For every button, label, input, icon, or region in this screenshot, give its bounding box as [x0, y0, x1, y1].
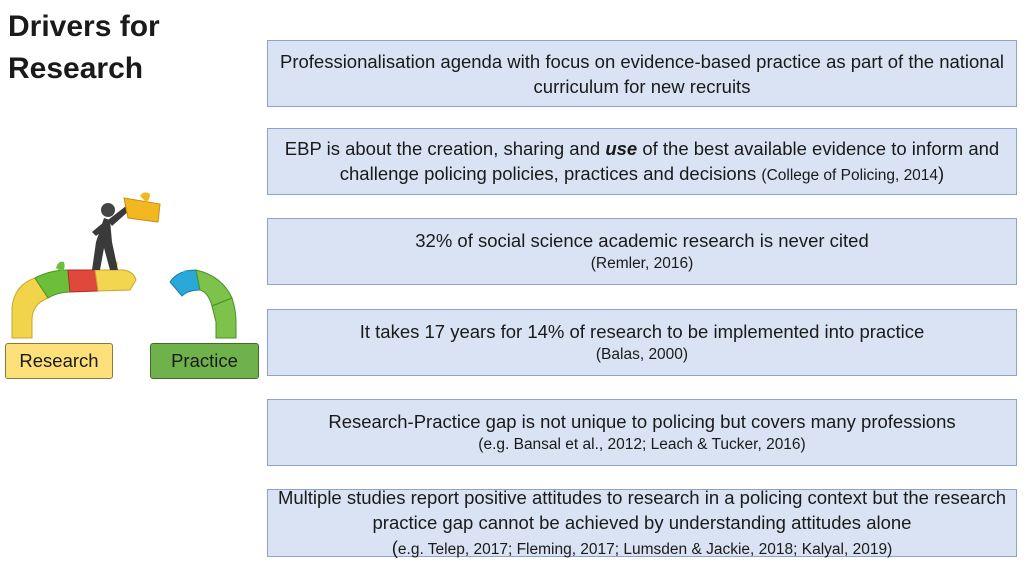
driver-cite-3: (Remler, 2016) — [590, 255, 694, 272]
driver-text-2-post: of the best available evidence to inform and challenge policing policies, practices and decisions — [339, 137, 1000, 184]
research-label: Research — [5, 343, 113, 379]
driver-cite-6-wrap — [392, 535, 892, 562]
driver-box-6 — [267, 486, 1017, 558]
driver-box-1 — [267, 40, 1017, 107]
puzzle-bridge-figure-icon — [0, 190, 260, 340]
driver-cite-4: (Balas, 2000) — [595, 346, 689, 363]
driver-cite-2: (College of Policing, 2014 — [761, 166, 939, 184]
driver-text-2 — [276, 136, 1008, 188]
driver-text-6: Multiple studies report positive attitudes to research in a policing context but the research practice gap cannot be achieved by understanding attitudes alone — [277, 486, 1007, 533]
driver-cite-2-close: ) — [938, 162, 945, 184]
driver-box-2 — [267, 128, 1017, 195]
driver-cite-6-open: ( — [391, 536, 398, 558]
driver-text-1: Professionalisation agenda with focus on evidence-based practice as part of the national curriculum for new recruits — [279, 50, 1004, 97]
driver-cite-6: e.g. Telep, 2017; Fleming, 2017; Lumsden & Jackie, 2018; Kalyal, 2019) — [397, 540, 893, 558]
driver-text-2-emph: use — [605, 137, 638, 159]
driver-box-4 — [267, 309, 1017, 376]
driver-cite-5: (e.g. Bansal et al., 2012; Leach & Tucker, 2016) — [478, 436, 806, 453]
title-line-2: Research — [8, 52, 144, 85]
driver-text-4: It takes 17 years for 14% of research to be implemented into practice — [359, 321, 925, 342]
driver-text-5: Research-Practice gap is not unique to policing but covers many professions — [328, 411, 956, 432]
title-line-1: Drivers for — [8, 10, 160, 43]
driver-text-3: 32% of social science academic research is never cited — [415, 230, 869, 251]
driver-box-5 — [267, 399, 1017, 466]
practice-label: Practice — [150, 343, 259, 379]
page-title — [8, 6, 208, 90]
driver-text-2-pre: EBP is about the creation, sharing and — [284, 137, 606, 159]
driver-box-3 — [267, 218, 1017, 285]
